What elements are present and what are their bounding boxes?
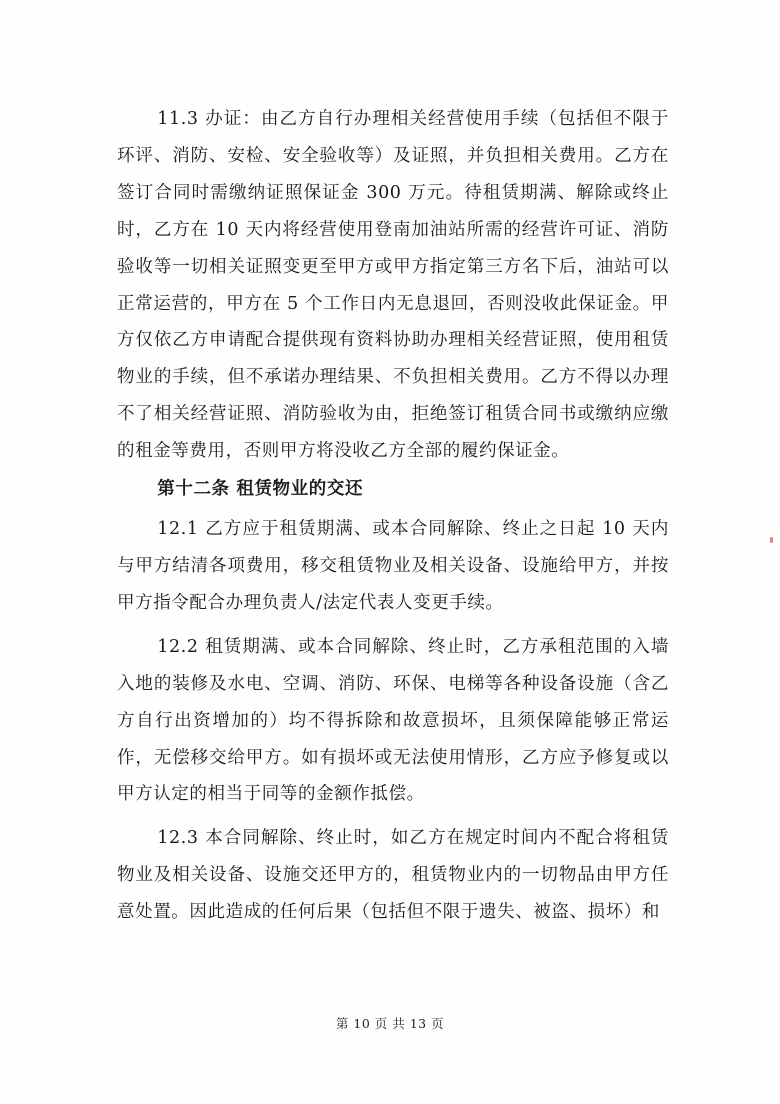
clause-12-3: 12.3 本合同解除、终止时，如乙方在规定时间内不配合将租赁物业及相关设备、设施交还甲方的，租赁物业内的一切物品由甲方任意处置。因此造成的任何后果（包括但不限于遗失、被盗、损坏）和 — [117, 828, 669, 923]
clause-11-3: 11.3 办证：由乙方自行办理相关经营使用手续（包括但不限于环评、消防、安检、安全验收等）及证照，并负担相关费用。乙方在签订合同时需缴纳证照保证金 300 万元。待租赁期满、解除或终止时，乙方在 10 天内将经营使用登南加油站所需的经营许可证、消防验收等一切相关证照变更至甲方或甲方指定第三方名下后，油站可以正常运营的，甲方在 5 个工作日内无息退回，否则没收此保证金。甲方仅依乙方申请配合提供现有资料协助办理相关经营证照，使用租赁物业的手续，但不承诺办理结果、不负担相关费用。乙方不得以办理不了相关经营证照、消防验收为由，拒绝签订租赁合同书或缴纳应缴的租金等费用，否则甲方将没收乙方全部的履约保证金。 — [117, 109, 669, 462]
page-number-footer: 第 10 页 共 13 页 — [335, 1016, 445, 1031]
document-body — [117, 101, 669, 931]
paragraph-gap — [117, 622, 669, 629]
seal-edge-mark — [770, 537, 773, 543]
clause-12-1: 12.1 乙方应于租赁期满、或本合同解除、终止之日起 10 天内与甲方结清各项费用，移交租赁物业及相关设备、设施给甲方，并按甲方指令配合办理负责人/法定代表人变更手续。 — [117, 519, 669, 613]
article-12-heading: 第十二条 租赁物业的交还 — [157, 479, 364, 500]
clause-12-2: 12.2 租赁期满、或本合同解除、终止时，乙方承租范围的入墙入地的装修及水电、空调、消防、环保、电梯等各种设备设施（含乙方自行出资增加的）均不得拆除和故意损坏，且须保障能够正常运作，无偿移交给甲方。如有损坏或无法使用情形，乙方应予修复或以甲方认定的相当于同等的金额作抵偿。 — [117, 636, 669, 805]
paragraph-gap — [117, 813, 669, 820]
